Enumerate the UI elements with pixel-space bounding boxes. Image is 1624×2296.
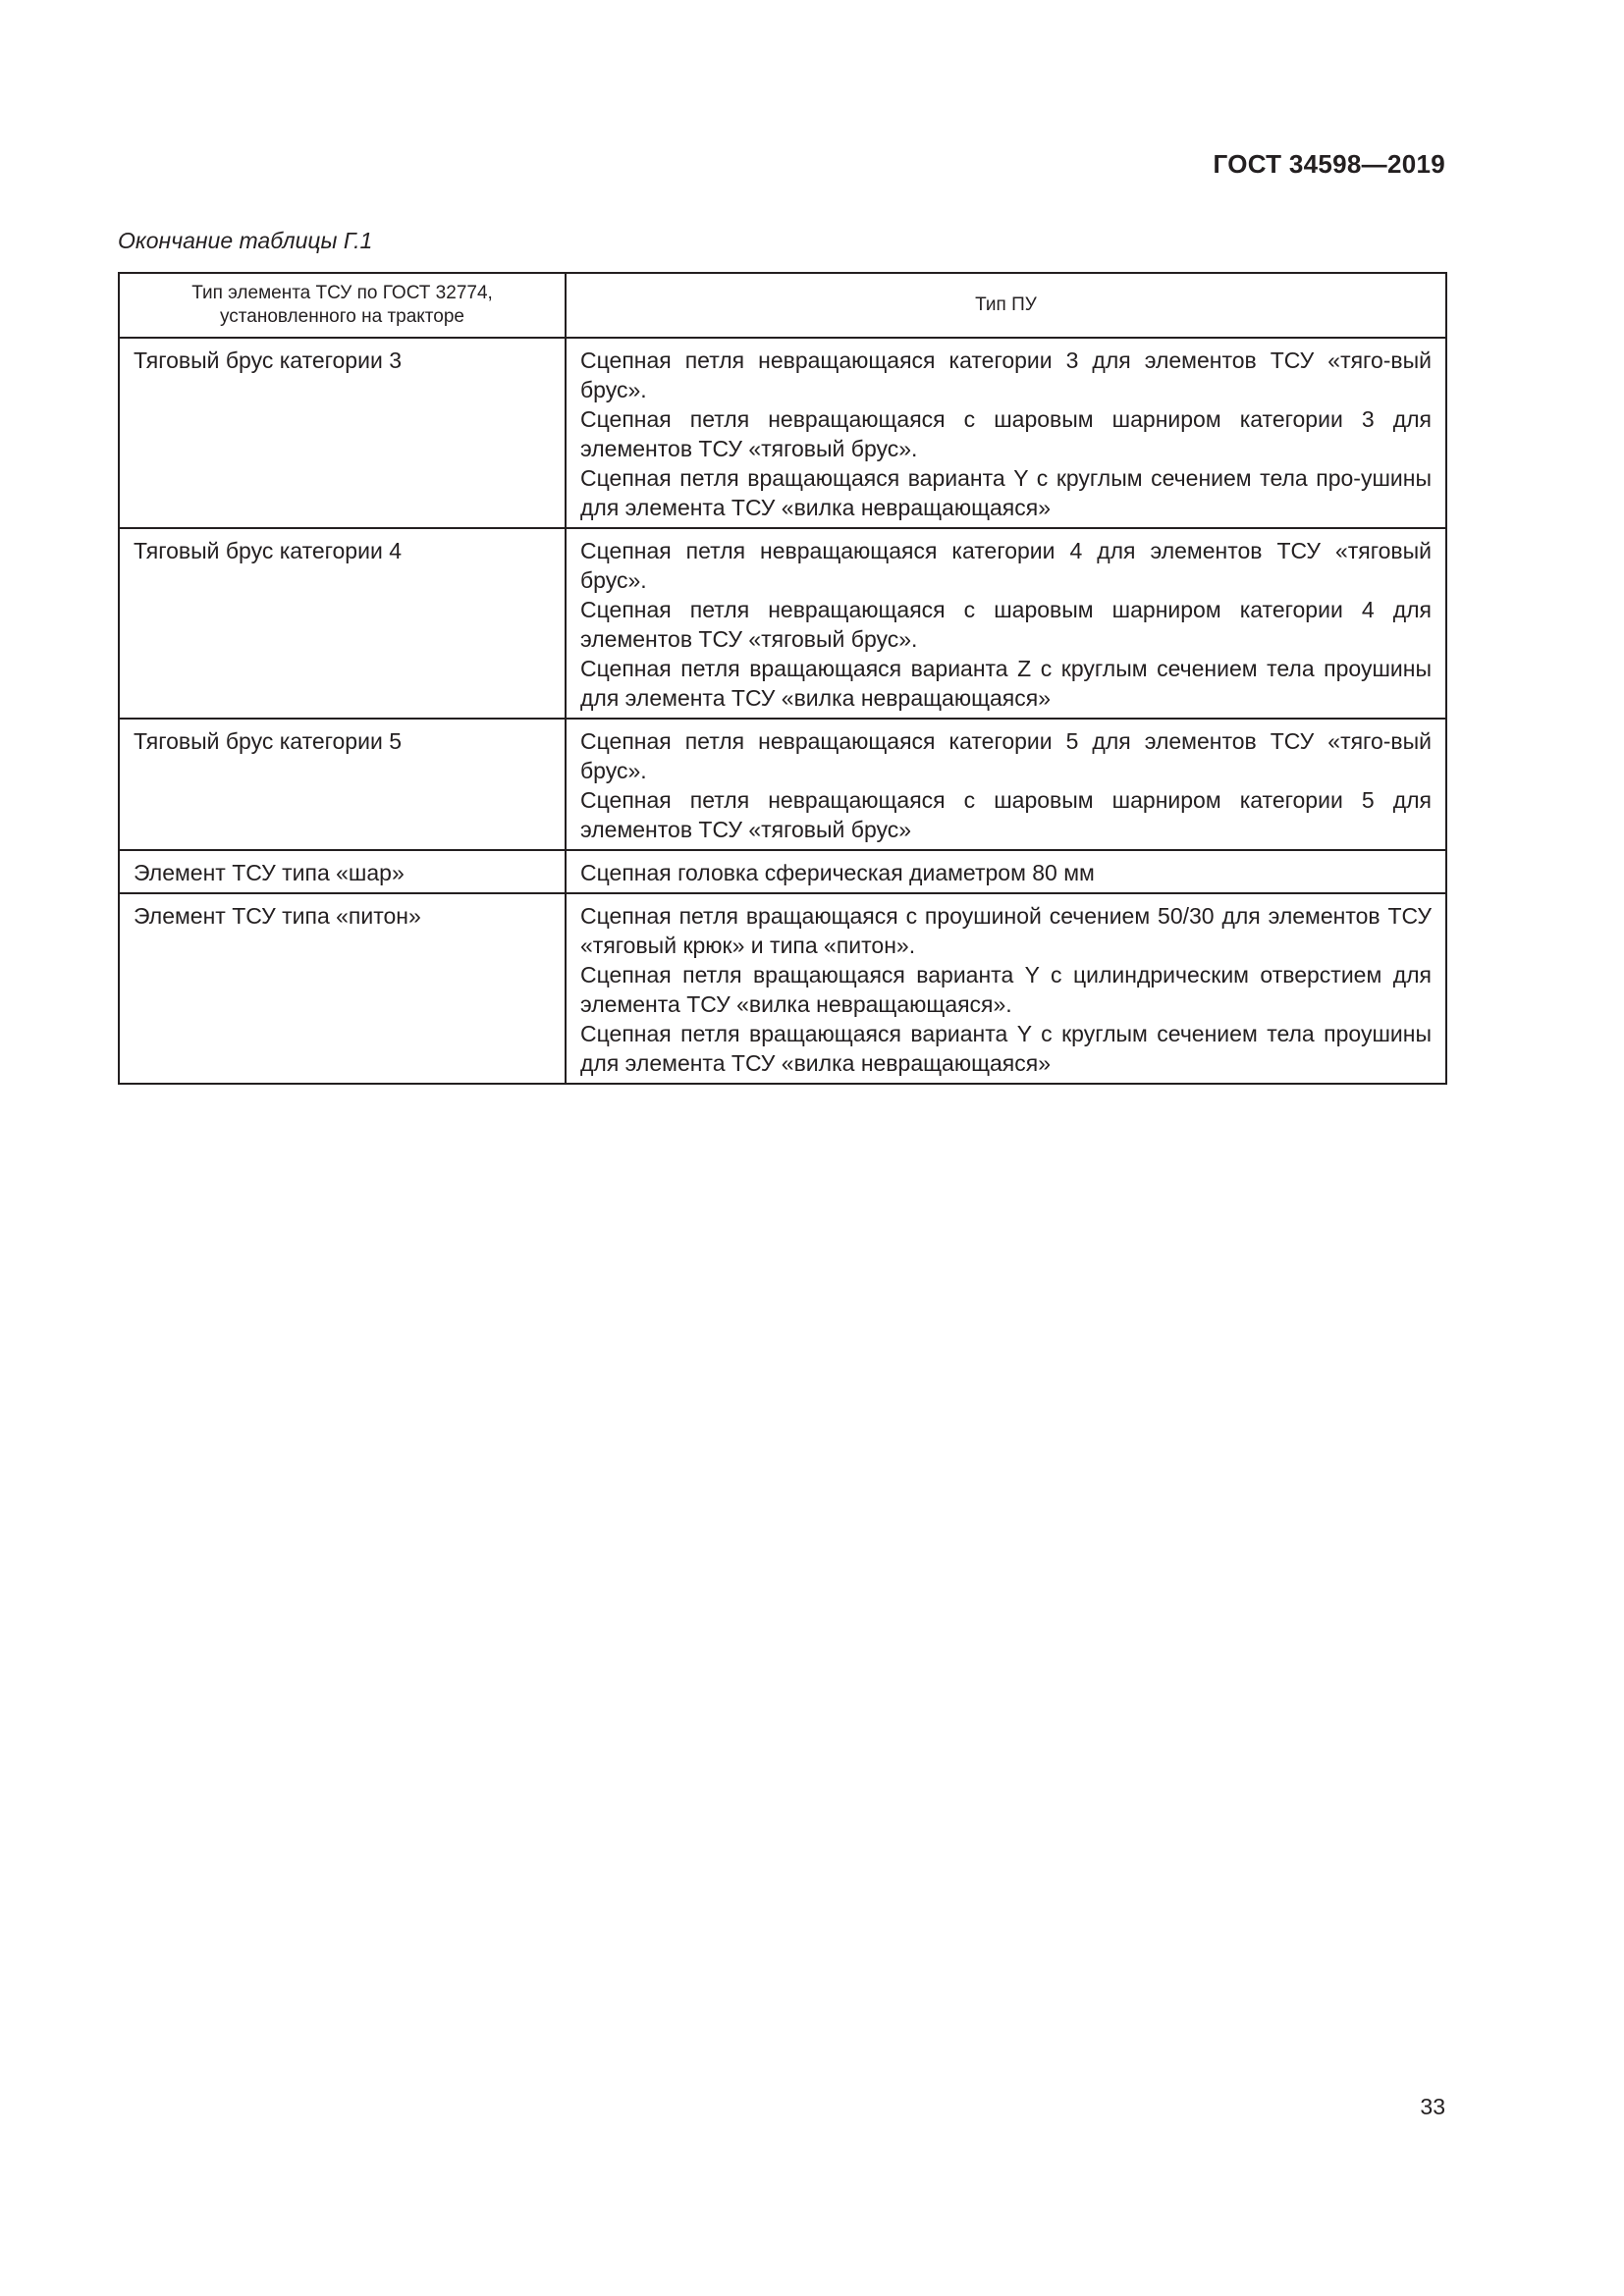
table-row	[119, 893, 1446, 1084]
coupling-types-cell	[566, 893, 1446, 1084]
coupling-type-entry: Сцепная петля вращающаяся с проушиной сечением 50/30 для элементов ТСУ «тяговый крюк» и типа «питон».	[580, 903, 1432, 958]
element-cell: Элемент ТСУ типа «шар»	[119, 850, 566, 893]
table-row	[119, 719, 1446, 850]
coupling-type-entry: Сцепная петля вращающаяся варианта Y с круглым сечением тела проушины для элемента ТСУ «вилка невращающаяся»	[580, 1021, 1432, 1076]
table-row	[119, 528, 1446, 719]
coupling-type-entry: Сцепная петля невращающаяся категории 4 для элементов ТСУ «тяговый брус».	[580, 538, 1432, 593]
coupling-type-entry: Сцепная петля невращающаяся с шаровым шарниром категории 5 для элементов ТСУ «тяговый брус»	[580, 787, 1432, 842]
element-cell: Тяговый брус категории 4	[119, 528, 566, 719]
table-header-row	[119, 273, 1446, 338]
column-header-coupling-type: Тип ПУ	[566, 273, 1446, 338]
coupling-types-cell	[566, 719, 1446, 850]
coupling-types-cell	[566, 528, 1446, 719]
column-header-element-type: Тип элемента ТСУ по ГОСТ 32774, установленного на тракторе	[119, 273, 566, 338]
coupling-type-entry: Сцепная петля невращающаяся с шаровым шарниром категории 4 для элементов ТСУ «тяговый брус».	[580, 597, 1432, 652]
coupling-types-cell	[566, 850, 1446, 893]
page-number: 33	[1420, 2094, 1445, 2119]
table-row	[119, 338, 1446, 528]
coupling-type-entry: Сцепная петля невращающаяся категории 3 для элементов ТСУ «тяго-вый брус».	[580, 347, 1432, 402]
element-cell: Тяговый брус категории 5	[119, 719, 566, 850]
coupling-type-entry: Сцепная петля вращающаяся варианта Y с круглым сечением тела про-ушины для элемента ТСУ «вилка невращающаяся»	[580, 465, 1432, 520]
element-cell: Тяговый брус категории 3	[119, 338, 566, 528]
coupling-type-entry: Сцепная головка сферическая диаметром 80 мм	[580, 860, 1095, 885]
coupling-type-entry: Сцепная петля невращающаяся категории 5 для элементов ТСУ «тяго-вый брус».	[580, 728, 1432, 783]
element-cell: Элемент ТСУ типа «питон»	[119, 893, 566, 1084]
coupling-type-entry: Сцепная петля невращающаяся с шаровым шарниром категории 3 для элементов ТСУ «тяговый брус».	[580, 406, 1432, 461]
document-code: ГОСТ 34598—2019	[1213, 149, 1445, 179]
coupling-types-cell	[566, 338, 1446, 528]
coupling-type-entry: Сцепная петля вращающаяся варианта Y с цилиндрическим отверстием для элемента ТСУ «вилка невращающаяся».	[580, 962, 1432, 1017]
hitch-types-table	[118, 272, 1447, 1085]
table-row	[119, 850, 1446, 893]
table-caption: Окончание таблицы Г.1	[118, 228, 373, 253]
coupling-type-entry: Сцепная петля вращающаяся варианта Z с круглым сечением тела проушины для элемента ТСУ «вилка невращающаяся»	[580, 656, 1432, 711]
